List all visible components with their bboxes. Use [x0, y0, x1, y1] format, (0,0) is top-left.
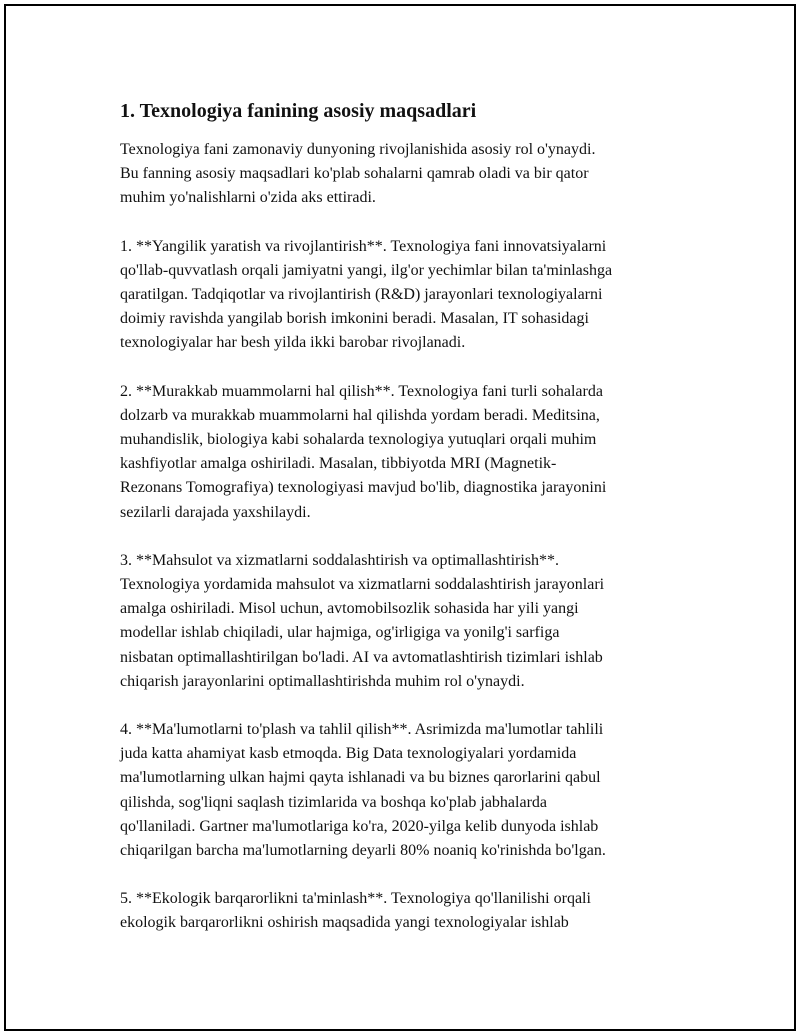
text-line: Texnologiya fani zamonaviy dunyoning rivojlanishida asosiy rol o'ynaydi.: [120, 141, 596, 158]
paragraph-item-4: [120, 718, 700, 863]
text-line: 3. **Mahsulot va xizmatlarni soddalashtirish va optimallashtirish**.: [120, 551, 560, 569]
text-line: qo'llab-quvvatlash orqali jamiyatni yangi, ilg'or yechimlar bilan ta'minlashga: [120, 261, 613, 279]
document-title: 1. Texnologiya fanining asosiy maqsadlari: [120, 100, 477, 122]
text-line: 2. **Murakkab muammolarni hal qilish**. Texnologiya fani turli sohalarda: [120, 382, 603, 400]
text-line: 5. **Ekologik barqarorlikni ta'minlash**. Texnologiya qo'llanilishi orqali: [120, 890, 591, 908]
document-body: [120, 98, 700, 960]
text-line: 4. **Ma'lumotlarni to'plash va tahlil qilish**. Asrimizda ma'lumotlar tahlili: [120, 721, 604, 739]
text-line: 1. **Yangilik yaratish va rivojlantirish**. Texnologiya fani innovatsiyalarni: [120, 237, 607, 255]
text-line: sezilarli darajada yaxshilaydi.: [120, 503, 311, 521]
paragraph-item-5: [120, 887, 700, 935]
text-line: qo'llaniladi. Gartner ma'lumotlariga ko'ra, 2020-yilga kelib dunyoda ishlab: [120, 817, 599, 835]
text-line: kashfiyotlar amalga oshiriladi. Masalan, tibbiyotda MRI (Magnetik-: [120, 455, 557, 473]
paragraph-item-2: [120, 380, 700, 525]
text-line: Bu fanning asosiy maqsadlari ko'plab sohalarni qamrab oladi va bir qator: [120, 165, 589, 183]
text-line: dolzarb va murakkab muammolarni hal qilishda yordam beradi. Meditsina,: [120, 406, 600, 424]
text-line: ekologik barqarorlikni oshirish maqsadida yangi texnologiyalar ishlab: [120, 914, 569, 932]
paragraph-item-3: [120, 549, 700, 694]
text-line: juda katta ahamiyat kasb etmoqda. Big Data texnologiyalari yordamida: [120, 745, 577, 763]
text-line: muhandislik, biologiya kabi sohalarda texnologiya yutuqlari orqali muhim: [120, 431, 597, 449]
text-line: nisbatan optimallashtirilgan bo'ladi. AI va avtomatlashtirish tizimlari ishlab: [120, 648, 603, 666]
text-line: Texnologiya yordamida mahsulot va xizmatlarni soddalashtirish jarayonlari: [120, 576, 605, 594]
text-line: chiqarish jarayonlarini optimallashtirishda muhim rol o'ynaydi.: [120, 672, 525, 690]
text-line: qaratilgan. Tadqiqotlar va rivojlantirish (R&D) jarayonlari texnologiyalarni: [120, 286, 603, 304]
text-line: modellar ishlab chiqiladi, ular hajmiga, og'irligiga va yonilg'i sarfiga: [120, 624, 560, 642]
page-frame: [4, 4, 796, 1031]
text-line: ma'lumotlarning ulkan hajmi qayta ishlanadi va bu biznes qarorlarini qabul: [120, 769, 601, 787]
intro-paragraph: [120, 138, 700, 211]
paragraph-item-1: [120, 235, 700, 356]
text-line: muhim yo'nalishlarni o'zida aks ettiradi.: [120, 189, 376, 207]
text-line: doimiy ravishda yangilab borish imkonini beradi. Masalan, IT sohasidagi: [120, 310, 589, 328]
text-line: qilishda, sog'liqni saqlash tizimlarida va boshqa ko'plab jabhalarda: [120, 793, 547, 811]
text-line: Rezonans Tomografiya) texnologiyasi mavjud bo'lib, diagnostika jarayonini: [120, 479, 607, 497]
text-line: texnologiyalar har besh yilda ikki barobar rivojlanadi.: [120, 334, 466, 352]
text-line: chiqarilgan barcha ma'lumotlarning deyarli 80% noaniq ko'rinishda bo'lgan.: [120, 842, 606, 860]
text-line: amalga oshiriladi. Misol uchun, avtomobilsozlik sohasida har yili yangi: [120, 600, 579, 618]
